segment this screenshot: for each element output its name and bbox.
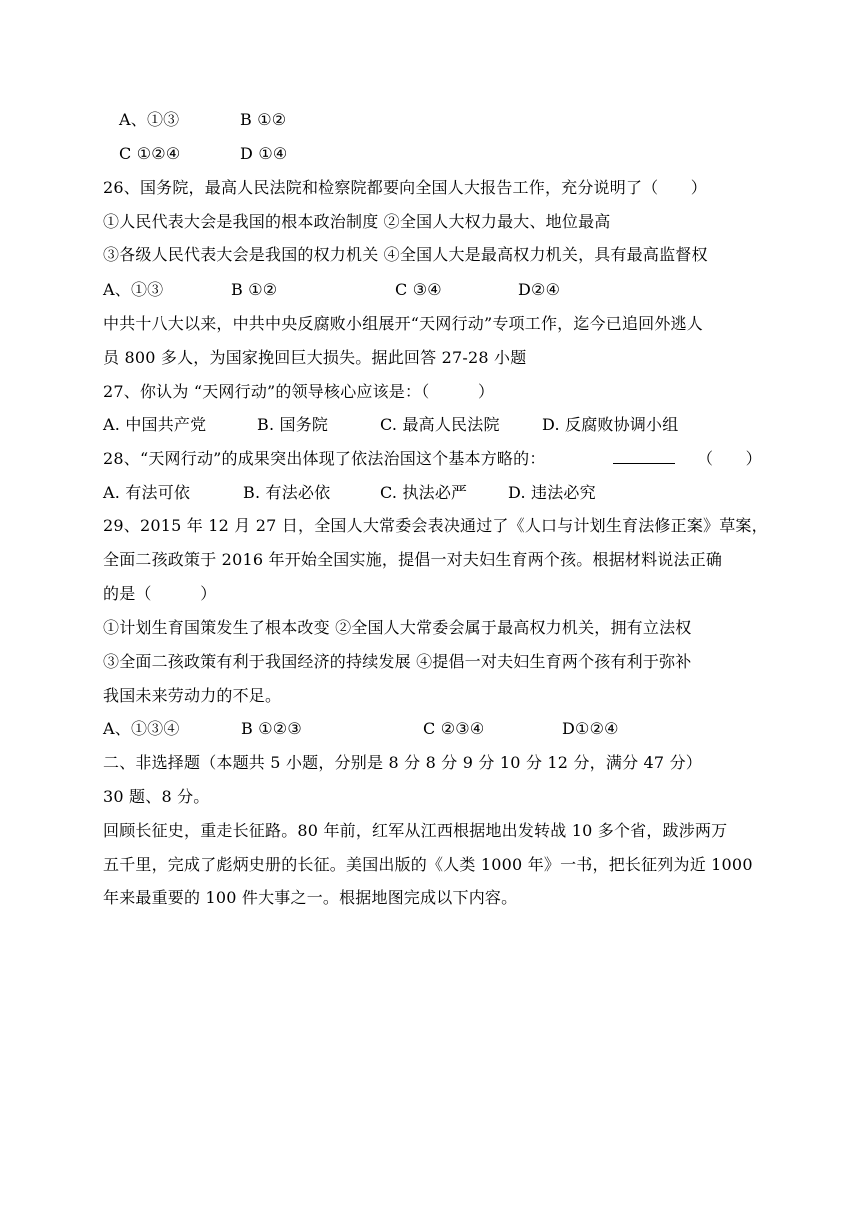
q26-items-line1: ①人民代表大会是我国的根本政治制度 ②全国人大权力最大、地位最高: [103, 212, 611, 231]
option-a: A、①③: [103, 280, 164, 299]
option-b: B. 国务院: [257, 415, 329, 434]
option-d: D①②④: [562, 719, 619, 738]
q29-line2: 全面二孩政策于 2016 年开始全国实施，提倡一对夫妇生育两个孩。根据材料说法正确: [103, 550, 723, 569]
section2-title: 二、非选择题（本题共 5 小题，分别是 8 分 8 分 9 分 10 分 12 分，满分 47 分）: [103, 753, 703, 772]
option-a: A、①③: [119, 110, 180, 129]
q27-stem: 27、你认为 “天网行动”的领导核心应该是：（ ）: [103, 382, 495, 401]
q29-line3: 的是（ ）: [103, 584, 217, 603]
material-line1: 中共十八大以来，中共中央反腐败小组展开“天网行动”专项工作，迄今已追回外逃人: [103, 314, 703, 333]
q28-paren: （ ）: [697, 449, 762, 468]
option-b: B. 有法必依: [243, 483, 331, 502]
q30-line2: 五千里，完成了彪炳史册的长征。美国出版的《人类 1000 年》一书，把长征列为近 1000: [103, 855, 753, 874]
q30-line3: 年来最重要的 100 件大事之一。根据地图完成以下内容。: [103, 888, 518, 907]
q28-stem: 28、“天网行动”的成果突出体现了依法治国这个基本方略的：: [103, 449, 546, 468]
material-line2: 员 800 多人，为国家挽回巨大损失。据此回答 27-28 小题: [103, 348, 527, 367]
option-d: D. 违法必究: [508, 483, 596, 502]
option-c: C ②③④: [423, 719, 485, 738]
q26-stem: 26、国务院，最高人民法院和检察院都要向全国人大报告工作，充分说明了（ ）: [103, 178, 707, 197]
q29-items-line2: ③全面二孩政策有利于我国经济的持续发展 ④提倡一对夫妇生育两个孩有利于弥补: [103, 652, 692, 671]
option-a: A. 有法可依: [103, 483, 191, 502]
option-d: D②④: [518, 280, 561, 299]
q30-title: 30 题、8 分。: [103, 787, 210, 806]
option-b: B ①②: [240, 110, 287, 129]
option-c: C. 执法必严: [380, 483, 468, 502]
option-d: D. 反腐败协调小组: [542, 415, 679, 434]
option-b: B ①②③: [241, 719, 302, 738]
q26-items-line2: ③各级人民代表大会是我国的权力机关 ④全国人大是最高权力机关，具有最高监督权: [103, 245, 708, 264]
option-c: C ①②④: [119, 144, 181, 163]
q29-line1: 29、2015 年 12 月 27 日，全国人大常委会表决通过了《人口与计划生育法修正案》草案，: [103, 516, 768, 535]
option-a: A. 中国共产党: [103, 415, 207, 434]
option-d: D ①④: [240, 144, 288, 163]
q30-line1: 回顾长征史，重走长征路。80 年前，红军从江西根据地出发转战 10 多个省，跋涉两万: [103, 821, 728, 840]
q29-items-line1: ①计划生育国策发生了根本改变 ②全国人大常委会属于最高权力机关，拥有立法权: [103, 618, 692, 637]
q29-items-line3: 我国未来劳动力的不足。: [103, 686, 282, 705]
option-b: B ①②: [231, 280, 278, 299]
answer-blank: [613, 449, 675, 469]
option-c: C ③④: [395, 280, 442, 299]
option-a: A、①③④: [103, 719, 180, 738]
option-c: C. 最高人民法院: [380, 415, 500, 434]
